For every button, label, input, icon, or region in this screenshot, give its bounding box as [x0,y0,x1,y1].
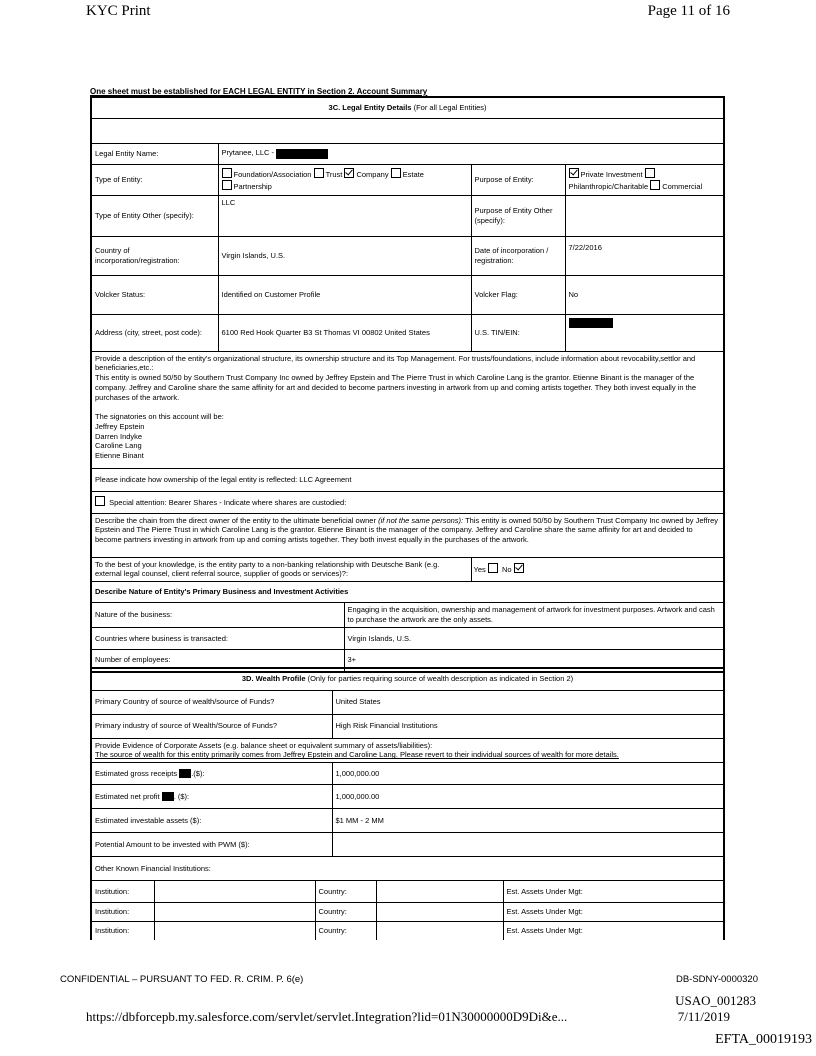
primary-country-label: Primary Country of source of wealth/source of Funds? [91,690,332,714]
incorporation-date-value: 7/22/2016 [565,236,724,275]
source-url[interactable]: https://dbforcepb.my.salesforce.com/servlet/servlet.Integration?lid=01N30000000D9Di&e... [86,1009,568,1024]
purpose-other-label: Purpose of Entity Other (specify): [471,195,565,236]
employees-value: 3+ [344,650,724,672]
primary-industry-label: Primary industry of source of Wealth/Source of Funds? [91,714,332,738]
institution-value [154,922,315,940]
bates-number-sdny: DB-SDNY-0000320 [675,974,758,985]
deutsche-bank-relationship-question: To the best of your knowledge, is the entity party to a non-banking relationship with Deutsche Bank (e.g. external legal counsel, client referral source, supplier of goods or services)?: [91,557,471,582]
relationship-yes-checkbox[interactable] [488,563,498,573]
commercial-checkbox[interactable] [650,180,660,190]
institution-value [154,903,315,922]
print-date: 7/11/2019 [677,1009,730,1024]
entity-type-options: Foundation/Association Trust Company Estate Partnership [218,164,471,195]
institution-assets-label: Est. Assets Under Mgt: [503,903,724,922]
address-label: Address (city, street, post code): [91,314,218,351]
volcker-status-value: Identified on Customer Profile [218,275,471,314]
bearer-shares-row: Special attention: Bearer Shares - Indicate where shares are custodied: [91,491,724,513]
potential-amount-label: Potential Amount to be invested with PWM ($): [91,833,332,857]
legal-entity-name-label: Legal Entity Name: [91,143,218,164]
company-checkbox[interactable] [344,168,354,178]
bates-number-efta: EFTA_00019193 [715,1032,812,1047]
tin-value [565,314,724,351]
ownership-chain-description: Describe the chain from the direct owner of the entity to the ultimate beneficial owner (if not the same persons): This entity is owned 50/50 by Southern Trust Company Inc owned by Jeffrey Epstein and The Pierre Trust in which Caroline Lang is the grantor. Etienne Binant is the manager of the company. Jeffrey and Caroline share the same affinity for art and decided to become partners investing in artwork from up and coming artists together. They both invest equally in the purchases of the artwork. [91,513,724,557]
country-incorporation-value: Virgin Islands, U.S. [218,236,471,275]
institution-label: Institution: [91,922,154,940]
investable-assets-label: Estimated investable assets ($): [91,809,332,833]
bearer-shares-checkbox[interactable] [95,496,105,506]
gross-receipts-label: Estimated gross receipts .($): [91,763,332,785]
section-title-3d: 3D. Wealth Profile (Only for parties requiring source of wealth description as indicated in Section 2) [91,668,724,690]
estate-checkbox[interactable] [391,168,401,178]
bates-number-usao: USAO_001283 [675,993,756,1008]
purpose-other-value [565,195,724,236]
purpose-label: Purpose of Entity: [471,164,565,195]
legal-entity-name-value: Prytanee, LLC - [218,143,724,164]
institution-country-value [376,881,503,903]
print-header-title: KYC Print [86,3,151,19]
redaction-block [179,769,191,778]
institution-row [91,903,724,922]
institution-label: Institution: [91,881,154,903]
other-institutions-label: Other Known Financial Institutions: [91,857,724,881]
relationship-no-checkbox[interactable] [514,563,524,573]
institution-country-value [376,903,503,922]
signatory-item: Jeffrey Epstein [95,421,145,431]
nature-business-label: Nature of the business: [91,603,344,628]
address-value: 6100 Red Hook Quarter B3 St Thomas VI 00802 United States [218,314,471,351]
institution-row [91,881,724,903]
entity-type-other-value: LLC [218,195,471,236]
redaction-block [569,318,613,328]
countries-transacted-value: Virgin Islands, U.S. [344,628,724,650]
potential-amount-value [332,833,724,857]
countries-transacted-label: Countries where business is transacted: [91,628,344,650]
entity-type-other-label: Type of Entity Other (specify): [91,195,218,236]
institution-country-label: Country: [315,922,376,940]
relationship-answer: Yes No [471,557,724,582]
institution-country-value [376,922,503,940]
wealth-profile-table [90,667,725,940]
legal-entity-table [90,96,725,673]
institution-label: Institution: [91,903,154,922]
section-title-3c: 3C. Legal Entity Details (For all Legal Entities) [91,97,724,118]
purpose-options: Private Investment Philanthropic/Charitable Commercial [565,164,724,195]
volcker-status-label: Volcker Status: [91,275,218,314]
volcker-flag-label: Volcker Flag: [471,275,565,314]
trust-checkbox[interactable] [314,168,324,178]
page-number: Page 11 of 16 [647,3,730,19]
organizational-structure-description: Provide a description of the entity's organizational structure, its ownership structure and its Top Management. For trusts/foundations, include information about revocability,settlor and beneficiaries,etc.: This entity is owned 50/50 by Southern Trust Company Inc owned by Jeffrey Epstein and The Pierre Trust in which Caroline Lang is the grantor. Etienne Binant is the manager of the company. Jeffrey and Caroline share the same affinity for art and decided to become partners investing in artwork from up and coming artists together. They both invest equally in the purchases of the artwork. The signatories on this account will be: Jeffrey Epstein Darren Indyke Caroline Lang Etienne Binant [91,351,724,468]
volcker-flag-value: No [565,275,724,314]
institution-country-label: Country: [315,903,376,922]
primary-country-value: United States [332,690,724,714]
institution-row [91,922,724,940]
nature-business-heading: Describe Nature of Entity's Primary Business and Investment Activities [91,582,724,603]
country-incorporation-label: Country of incorporation/registration: [91,236,218,275]
partnership-checkbox[interactable] [222,180,232,190]
investable-assets-value: $1 MM - 2 MM [332,809,724,833]
institution-assets-label: Est. Assets Under Mgt: [503,881,724,903]
signatory-item: Darren Indyke [95,431,143,441]
sheet-instruction: One sheet must be established for EACH LEGAL ENTITY in Section 2. Account Summary [90,87,428,96]
institution-country-label: Country: [315,881,376,903]
net-profit-value: 1,000,000.00 [332,785,724,809]
foundation-checkbox[interactable] [222,168,232,178]
philanthropic-checkbox[interactable] [645,168,655,178]
entity-type-label: Type of Entity: [91,164,218,195]
ownership-reflection: Please indicate how ownership of the legal entity is reflected: LLC Agreement [91,468,724,491]
primary-industry-value: High Risk Financial Institutions [332,714,724,738]
private-investment-checkbox[interactable] [569,168,579,178]
redaction-block [162,792,174,801]
gross-receipts-value: 1,000,000.00 [332,763,724,785]
institution-value [154,881,315,903]
signatory-item: Caroline Lang [95,441,142,451]
net-profit-label: Estimated net profit . ($): [91,785,332,809]
employees-label: Number of employees: [91,650,344,672]
confidential-notice: CONFIDENTIAL – PURSUANT TO FED. R. CRIM. P. 6(e) [60,974,304,985]
signatory-item: Etienne Binant [95,451,144,460]
corporate-assets-evidence: Provide Evidence of Corporate Assets (e.g. balance sheet or equivalent summary of assets/liabilities): The source of wealth for this entity primarily comes from Jeffrey Epstein and Caroline Lang. Please revert to their individual sources of wealth for more details. [91,738,724,763]
institution-assets-label: Est. Assets Under Mgt: [503,922,724,940]
incorporation-date-label: Date of incorporation / registration: [471,236,565,275]
redaction-block [276,149,328,159]
nature-business-value: Engaging in the acquisition, ownership and management of artwork for investment purposes. Artwork and cash to purchase the artwork are the only assets. [344,603,724,628]
tin-label: U.S. TIN/EIN: [471,314,565,351]
